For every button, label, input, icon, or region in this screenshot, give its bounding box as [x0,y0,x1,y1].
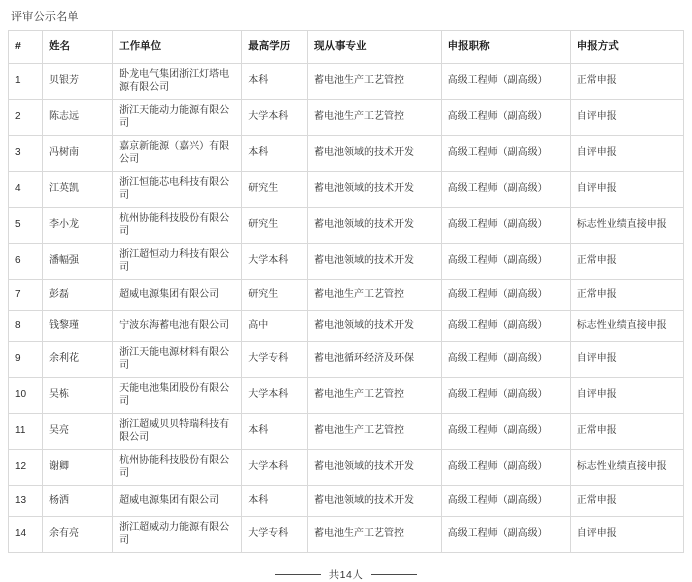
cell-method: 正常申报 [570,64,683,100]
cell-unit: 浙江超威贝贝特瑞科技有限公司 [113,414,242,450]
table-row [9,378,684,414]
table-row [9,172,684,208]
cell-name: 潘幅强 [42,244,112,280]
table-footer [8,567,684,582]
column-header-major: 现从事专业 [307,31,441,64]
table-row [9,100,684,136]
cell-unit: 浙江超恒动力科技有限公司 [113,244,242,280]
table-header [9,31,684,64]
cell-major: 蓄电池循环经济及环保 [307,342,441,378]
cell-method: 标志性业绩直接申报 [570,450,683,486]
cell-name: 余有亮 [42,517,112,553]
table-row [9,517,684,553]
cell-major: 蓄电池领域的技术开发 [307,172,441,208]
cell-index: 7 [9,280,43,311]
cell-education: 研究生 [242,208,308,244]
cell-education: 大学本科 [242,450,308,486]
cell-title: 高级工程师（副高级） [441,244,570,280]
cell-major: 蓄电池领域的技术开发 [307,208,441,244]
cell-education: 大学本科 [242,100,308,136]
cell-title: 高级工程师（副高级） [441,517,570,553]
table-row [9,311,684,342]
cell-major: 蓄电池生产工艺管控 [307,64,441,100]
table-header-row [9,31,684,64]
cell-method: 正常申报 [570,486,683,517]
cell-unit: 卧龙电气集团浙江灯塔电源有限公司 [113,64,242,100]
cell-education: 本科 [242,136,308,172]
table-row [9,244,684,280]
cell-index: 3 [9,136,43,172]
column-header-title: 申报职称 [441,31,570,64]
cell-name: 贝银芳 [42,64,112,100]
column-header-education: 最高学历 [242,31,308,64]
cell-education: 本科 [242,414,308,450]
cell-index: 13 [9,486,43,517]
cell-unit: 浙江恒能芯电科技有限公司 [113,172,242,208]
cell-title: 高级工程师（副高级） [441,64,570,100]
table-row [9,208,684,244]
cell-method: 正常申报 [570,244,683,280]
cell-education: 高中 [242,311,308,342]
cell-method: 自评申报 [570,100,683,136]
cell-unit: 超威电源集团有限公司 [113,280,242,311]
cell-title: 高级工程师（副高级） [441,172,570,208]
cell-name: 冯树南 [42,136,112,172]
cell-name: 杨洒 [42,486,112,517]
cell-major: 蓄电池生产工艺管控 [307,100,441,136]
cell-method: 正常申报 [570,280,683,311]
cell-title: 高级工程师（副高级） [441,136,570,172]
table-row [9,136,684,172]
cell-major: 蓄电池生产工艺管控 [307,517,441,553]
cell-method: 自评申报 [570,136,683,172]
cell-unit: 浙江天能动力能源有限公司 [113,100,242,136]
cell-title: 高级工程师（副高级） [441,450,570,486]
cell-unit: 杭州协能科技股份有限公司 [113,450,242,486]
cell-major: 蓄电池生产工艺管控 [307,378,441,414]
page-title: 评审公示名单 [11,11,79,23]
cell-unit: 超威电源集团有限公司 [113,486,242,517]
cell-unit: 浙江超威动力能源有限公司 [113,517,242,553]
cell-education: 大学本科 [242,244,308,280]
cell-unit: 宁波东海蓄电池有限公司 [113,311,242,342]
cell-major: 蓄电池领域的技术开发 [307,136,441,172]
cell-index: 5 [9,208,43,244]
cell-name: 谢卿 [42,450,112,486]
cell-index: 9 [9,342,43,378]
column-header-method: 申报方式 [570,31,683,64]
table-body [9,64,684,553]
cell-title: 高级工程师（副高级） [441,486,570,517]
cell-index: 10 [9,378,43,414]
cell-major: 蓄电池生产工艺管控 [307,414,441,450]
cell-name: 吴亮 [42,414,112,450]
cell-name: 陈志远 [42,100,112,136]
cell-unit: 天能电池集团股份有限公司 [113,378,242,414]
cell-education: 研究生 [242,172,308,208]
cell-major: 蓄电池生产工艺管控 [307,280,441,311]
cell-title: 高级工程师（副高级） [441,342,570,378]
cell-education: 大学专科 [242,342,308,378]
cell-title: 高级工程师（副高级） [441,280,570,311]
table-row [9,486,684,517]
table-row [9,342,684,378]
cell-name: 钱黎瑾 [42,311,112,342]
cell-method: 自评申报 [570,172,683,208]
cell-index: 4 [9,172,43,208]
cell-index: 11 [9,414,43,450]
cell-unit: 杭州协能科技股份有限公司 [113,208,242,244]
table-row [9,450,684,486]
cell-title: 高级工程师（副高级） [441,311,570,342]
table-row [9,64,684,100]
cell-education: 本科 [242,64,308,100]
cell-name: 江英凯 [42,172,112,208]
cell-major: 蓄电池领域的技术开发 [307,450,441,486]
cell-unit: 嘉京新能源（嘉兴）有限公司 [113,136,242,172]
cell-method: 标志性业绩直接申报 [570,311,683,342]
cell-method: 正常申报 [570,414,683,450]
table-row [9,414,684,450]
cell-method: 自评申报 [570,517,683,553]
divider-left [275,574,321,575]
cell-title: 高级工程师（副高级） [441,208,570,244]
cell-index: 8 [9,311,43,342]
cell-education: 大学专科 [242,517,308,553]
column-header-unit: 工作单位 [113,31,242,64]
cell-name: 吴栋 [42,378,112,414]
public-notice-table [8,30,684,553]
cell-major: 蓄电池领域的技术开发 [307,244,441,280]
cell-index: 12 [9,450,43,486]
cell-title: 高级工程师（副高级） [441,414,570,450]
total-count-label: 共14人 [328,569,364,581]
cell-name: 余利花 [42,342,112,378]
cell-major: 蓄电池领域的技术开发 [307,486,441,517]
cell-title: 高级工程师（副高级） [441,100,570,136]
cell-method: 自评申报 [570,378,683,414]
cell-name: 彭磊 [42,280,112,311]
divider-right [371,574,417,575]
cell-index: 14 [9,517,43,553]
cell-index: 2 [9,100,43,136]
cell-education: 大学本科 [242,378,308,414]
cell-education: 研究生 [242,280,308,311]
cell-method: 自评申报 [570,342,683,378]
cell-index: 1 [9,64,43,100]
cell-name: 李小龙 [42,208,112,244]
table-row [9,280,684,311]
cell-education: 本科 [242,486,308,517]
cell-method: 标志性业绩直接申报 [570,208,683,244]
cell-title: 高级工程师（副高级） [441,378,570,414]
column-header-index: # [9,31,43,64]
column-header-name: 姓名 [42,31,112,64]
cell-major: 蓄电池领域的技术开发 [307,311,441,342]
cell-index: 6 [9,244,43,280]
cell-unit: 浙江天能电源材料有限公司 [113,342,242,378]
